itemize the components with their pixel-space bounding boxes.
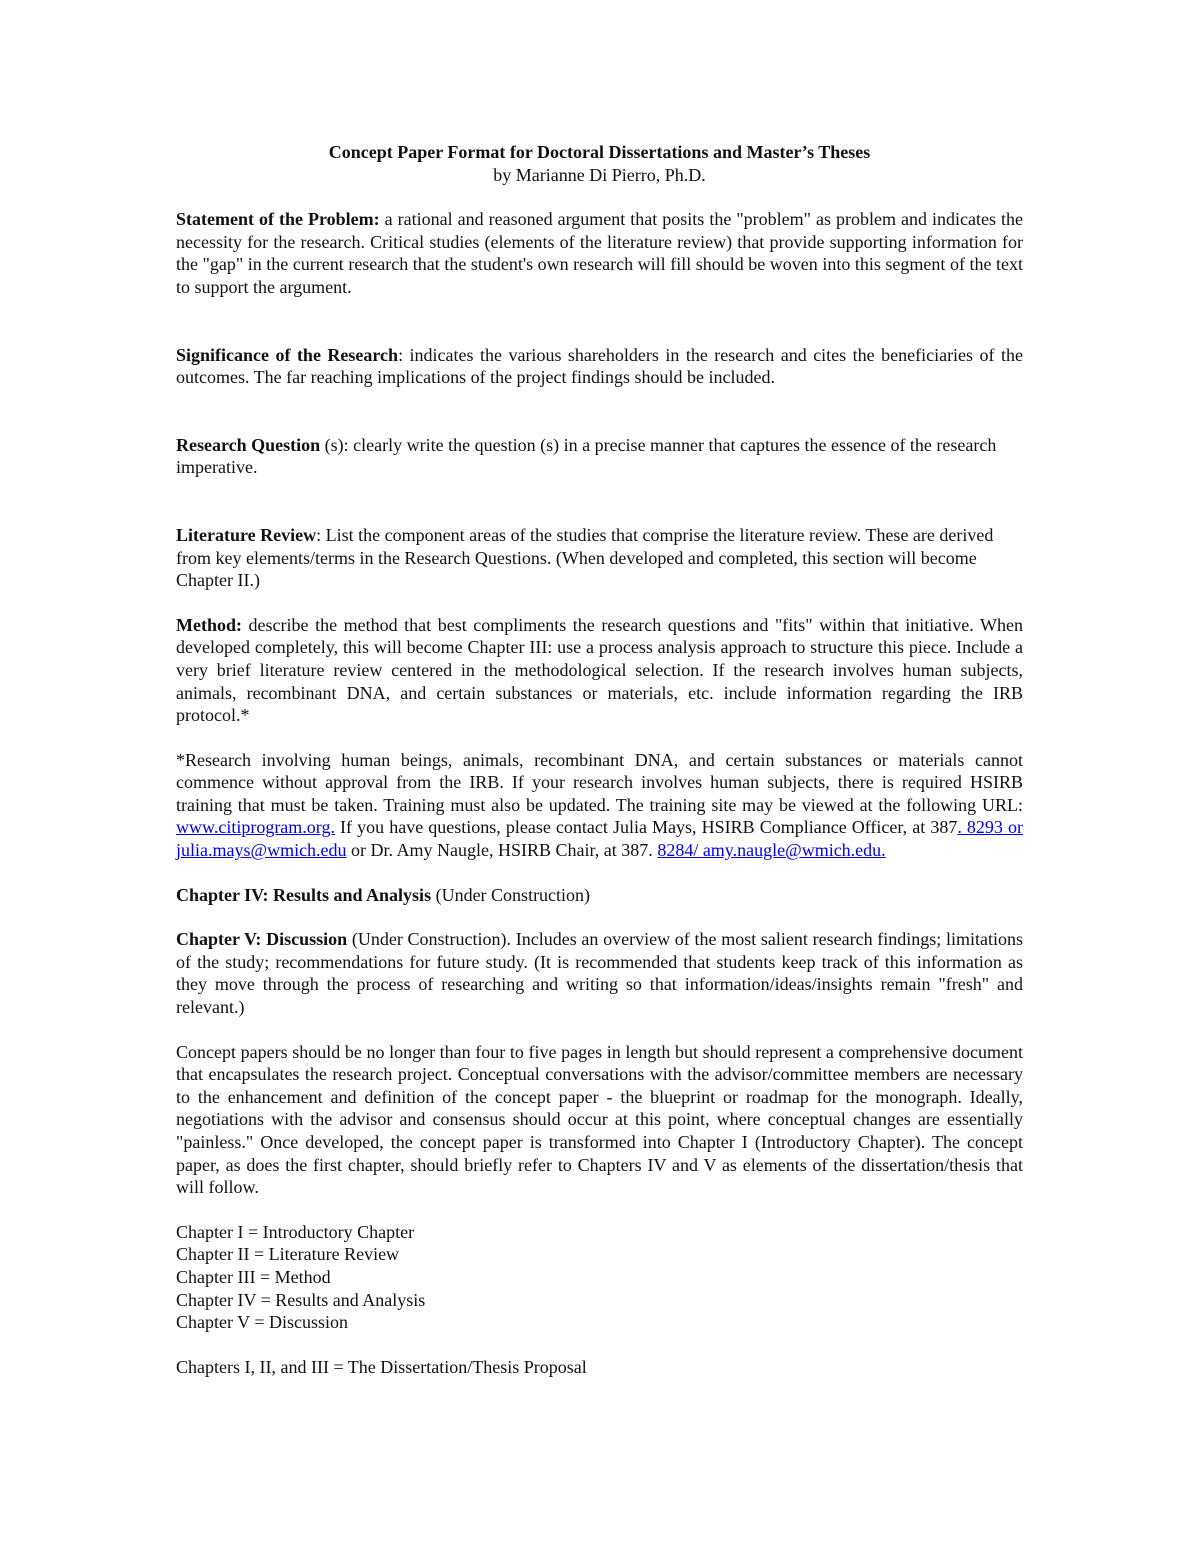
concept-paragraph: Concept papers should be no longer than four to five pages in length but should represent a comprehensive document that encapsulates the research project. Conceptual conversations with the advisor/committee members are necessary to the enhancement and definition of the concept paper - the blueprint or roadmap for the monograph. Ideally, negotiations with the advisor and consensus should occur at this point, where conceptual changes are essentially "painless." Once developed, the concept paper is transformed into Chapter I (Introductory Chapter). The concept paper, as does the first chapter, should briefly refer to Chapters IV and V as elements of the dissertation/thesis that will follow. <box>176 1041 1023 1198</box>
chapter5-text: (Under Construction). Includes an overview of the most salient research findings; limitations of the study; recommendations for future study. (It is recommended that students keep track of this information as they move through the process of researching and writing so that information/ideas/insights remain "fresh" and relevant.) <box>176 929 1023 1018</box>
chapter5-heading: Chapter V: Discussion <box>176 929 348 950</box>
problem-paragraph <box>176 208 1023 298</box>
question-paragraph <box>176 434 1023 479</box>
julia-mays-email-link[interactable]: . 8293 or julia.mays@wmich.edu <box>176 817 1024 861</box>
problem-text: a rational and reasoned argument that posits the "problem" as problem and indicates the necessity for the research. Critical studies (elements of the literature review) that provide supporting information for the "gap" in the current research that the student's own research will fill should be woven into this segment of the text to support the argument. <box>176 209 1023 297</box>
chapters-list-item: Chapter III = Method <box>176 1266 331 1287</box>
irb-paragraph <box>176 749 1023 862</box>
significance-paragraph <box>176 344 1023 389</box>
chapters-list-item: Chapter I = Introductory Chapter <box>176 1221 415 1242</box>
citi-program-link[interactable]: www.citiprogram.org. <box>176 817 335 838</box>
chapter4-text: (Under Construction) <box>431 884 591 905</box>
amy-naugle-email-link[interactable]: 8284/ amy.naugle@wmich.edu. <box>657 840 886 861</box>
chapter4-heading: Chapter IV: Results and Analysis <box>176 884 432 905</box>
document-author: by Marianne Di Pierro, Ph.D. <box>493 164 706 185</box>
significance-heading: Significance of the Research <box>176 344 399 365</box>
literature-text: : List the component areas of the studies that comprise the literature review. These are derived from key elements/terms in the Research Questions. (When developed and completed, this section will become Chapter II.) <box>176 524 994 591</box>
chapters-list-item: Chapter II = Literature Review <box>176 1244 400 1265</box>
question-heading: Research Question <box>176 434 321 455</box>
document-title: Concept Paper Format for Doctoral Dissertations and Master’s Theses <box>328 142 871 162</box>
irb-text-2: If you have questions, please contact Julia Mays, HSIRB Compliance Officer, at 387 <box>334 817 958 838</box>
method-paragraph <box>176 614 1023 727</box>
chapters-list-item: Chapter IV = Results and Analysis <box>176 1289 426 1310</box>
problem-heading: Statement of the Problem: <box>176 209 380 230</box>
chapter5-paragraph <box>176 928 1023 1018</box>
literature-heading: Literature Review <box>176 524 317 545</box>
chapters-list-item: Chapter V = Discussion <box>176 1312 348 1333</box>
document-page <box>176 141 1023 1378</box>
chapter4-paragraph <box>176 884 1023 907</box>
literature-paragraph <box>176 524 1023 592</box>
method-heading: Method: <box>176 614 242 635</box>
method-text: describe the method that best compliments the research questions and "fits" within that initiative. When developed completely, this will become Chapter III: use a process analysis approach to structure this piece. Include a very brief literature review centered in the methodological selection. If the research involves human subjects, animals, recombinant DNA, and certain substances or materials, etc. include information regarding the IRB protocol.* <box>176 614 1023 726</box>
significance-text: : indicates the various shareholders in the research and cites the beneficiaries of the outcomes. The far reaching implications of the project findings should be included. <box>176 344 1023 388</box>
proposal-line: Chapters I, II, and III = The Dissertation/Thesis Proposal <box>176 1356 587 1377</box>
chapters-list <box>176 1221 1023 1334</box>
irb-text-3: or Dr. Amy Naugle, HSIRB Chair, at 387. <box>346 840 658 861</box>
irb-text-1: *Research involving human beings, animals, recombinant DNA, and certain substances or materials cannot commence without approval from the IRB. If your research involves human subjects, there is required HSIRB training that must be taken. Training must also be updated. The training site may be viewed at the following URL: <box>176 749 1023 815</box>
question-text: (s): clearly write the question (s) in a precise manner that captures the essence of the research imperative. <box>176 434 997 478</box>
